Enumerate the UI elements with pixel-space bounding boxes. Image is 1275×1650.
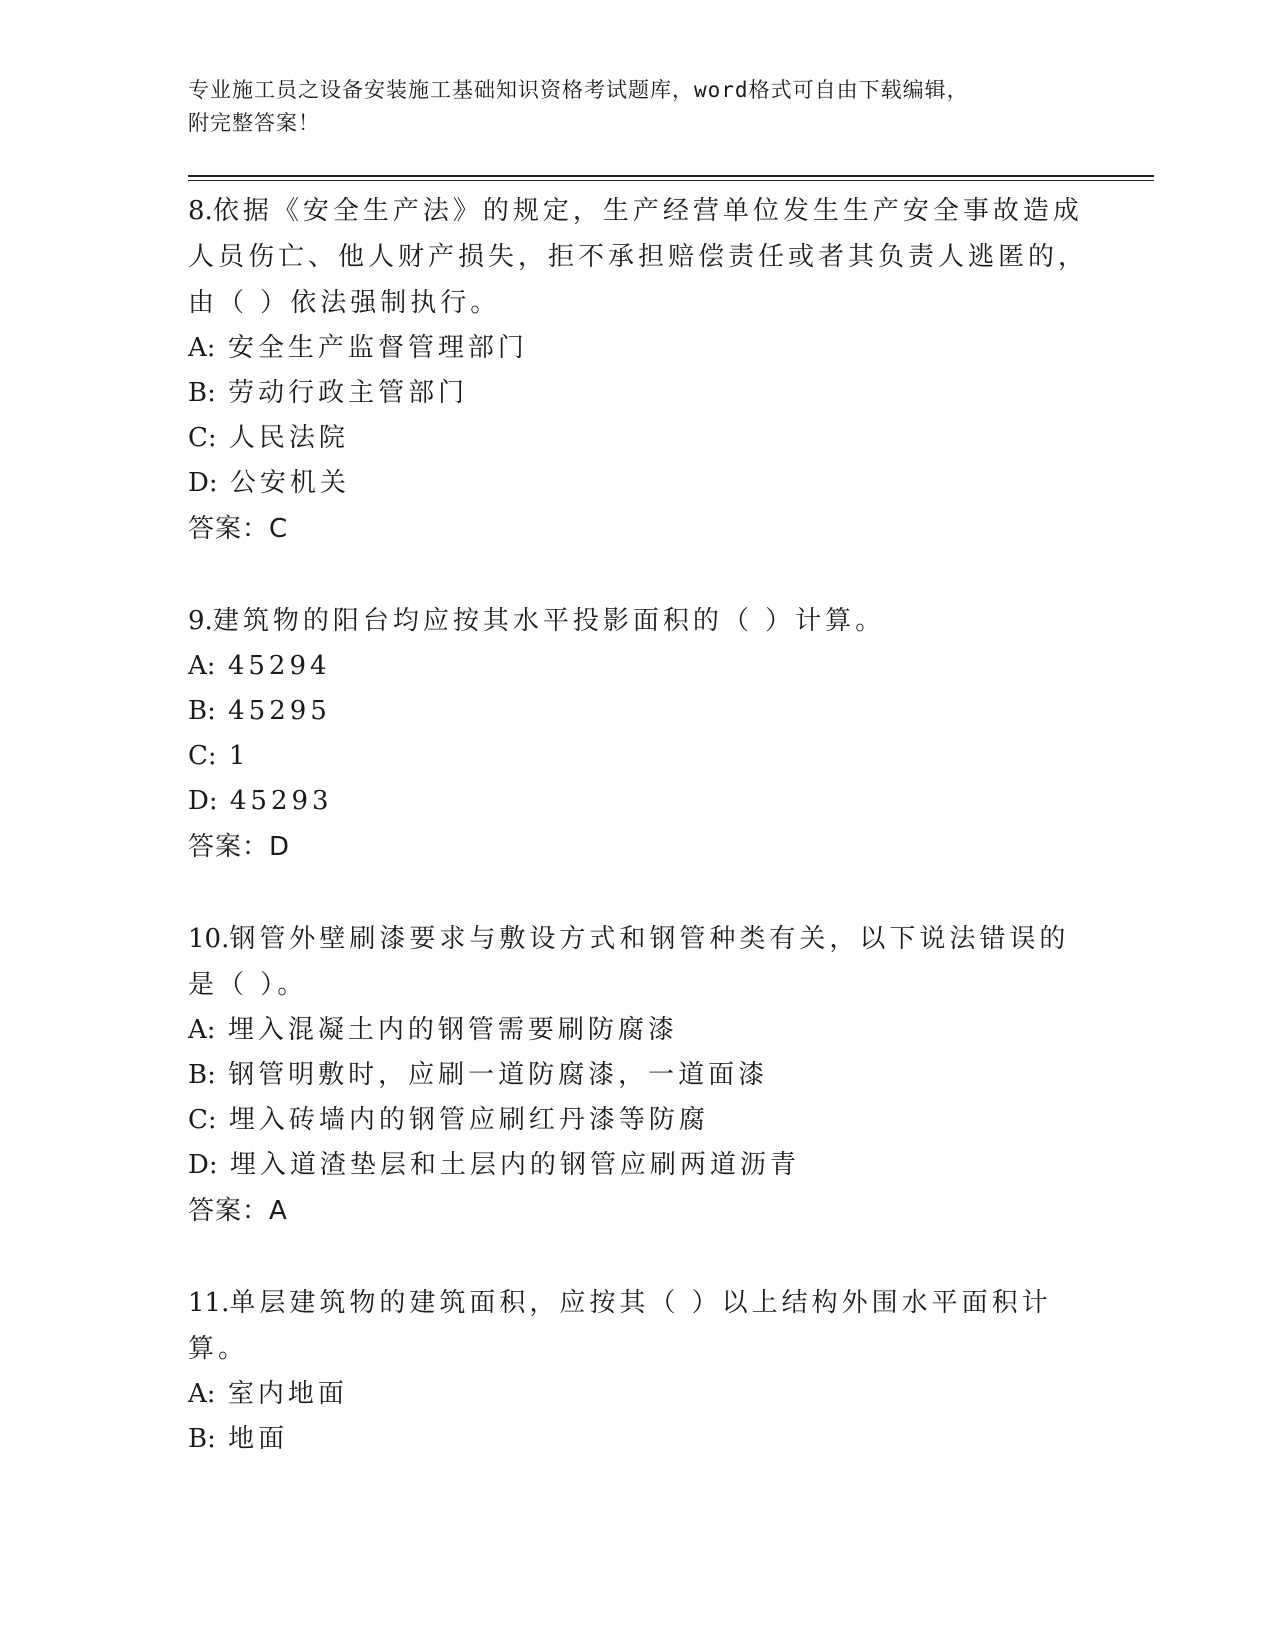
option-a [188,326,1088,371]
option-letter: B: [188,1060,216,1090]
document-header [188,74,1088,140]
question-8 [188,188,1088,552]
question-stem [188,598,1088,644]
question-stem [188,1280,1088,1372]
option-d [188,779,1088,824]
question-number: 8. [188,196,213,226]
question-number: 10. [188,924,230,954]
question-9 [188,598,1088,870]
question-11 [188,1280,1088,1462]
question-stem [188,916,1088,1008]
question-text: 建筑物的阳台均应按其水平投影面积的（ ）计算。 [212,606,886,636]
question-text: 钢管外壁刷漆要求与敷设方式和钢管种类有关，以下说法错误的是（ ）。 [188,924,1070,1000]
option-letter: D: [188,786,218,816]
question-number: 11. [188,1288,230,1318]
option-letter: B: [188,1424,216,1454]
option-b [188,371,1088,416]
question-text: 单层建筑物的建筑面积，应按其（ ）以上结构外围水平面积计算。 [188,1288,1052,1364]
option-letter: C: [188,423,217,453]
option-letter: B: [188,378,216,408]
option-letter: A: [188,333,216,363]
option-a [188,1008,1088,1053]
option-text: 埋入混凝土内的钢管需要刷防腐漆 [227,1015,678,1045]
option-text: 劳动行政主管部门 [228,378,469,408]
option-text: 1 [228,741,250,771]
option-text: 公安机关 [229,468,350,498]
question-text: 依据《安全生产法》的规定，生产经营单位发生生产安全事故造成人员伤亡、他人财产损失，拒不承担赔偿责任或者其负责人逃匿的，由（ ）依法强制执行。 [188,196,1089,318]
option-letter: D: [188,1150,218,1180]
header-divider-thin [188,180,1154,181]
option-text: 45293 [229,786,333,816]
answer-line: 答案：C [188,514,289,544]
option-d [188,1143,1088,1188]
option-text: 地面 [228,1424,289,1454]
option-letter: A: [188,651,216,681]
answer-line: 答案：D [188,832,291,862]
option-text: 钢管明敷时，应刷一道防腐漆，一道面漆 [228,1060,769,1090]
option-text: 室内地面 [227,1379,348,1409]
header-divider-thick [188,175,1154,177]
question-10 [188,916,1088,1234]
option-letter: A: [188,1379,216,1409]
question-stem [188,188,1088,326]
option-letter: C: [188,741,217,771]
option-text: 45295 [228,696,331,726]
option-a [188,644,1088,689]
option-b [188,689,1088,734]
option-text: 人民法院 [228,423,349,453]
option-c [188,416,1088,461]
option-c [188,734,1088,779]
question-list [188,188,1088,1462]
option-text: 安全生产监督管理部门 [227,333,528,363]
option-a [188,1372,1088,1417]
option-letter: A: [188,1015,216,1045]
answer-line: 答案：A [188,1196,288,1226]
option-d [188,461,1088,506]
option-letter: C: [188,1105,217,1135]
option-text: 埋入道渣垫层和土层内的钢管应刷两道沥青 [229,1150,800,1180]
header-line-2: 附完整答案！ [188,111,320,135]
option-text: 45294 [227,651,331,681]
option-text: 埋入砖墙内的钢管应刷红丹漆等防腐 [228,1105,709,1135]
question-number: 9. [188,606,213,636]
header-line-1: 专业施工员之设备安装施工基础知识资格考试题库，word格式可自由下载编辑， [188,78,969,102]
option-b [188,1417,1088,1462]
option-b [188,1053,1088,1098]
option-letter: D: [188,468,218,498]
option-letter: B: [188,696,216,726]
option-c [188,1098,1088,1143]
